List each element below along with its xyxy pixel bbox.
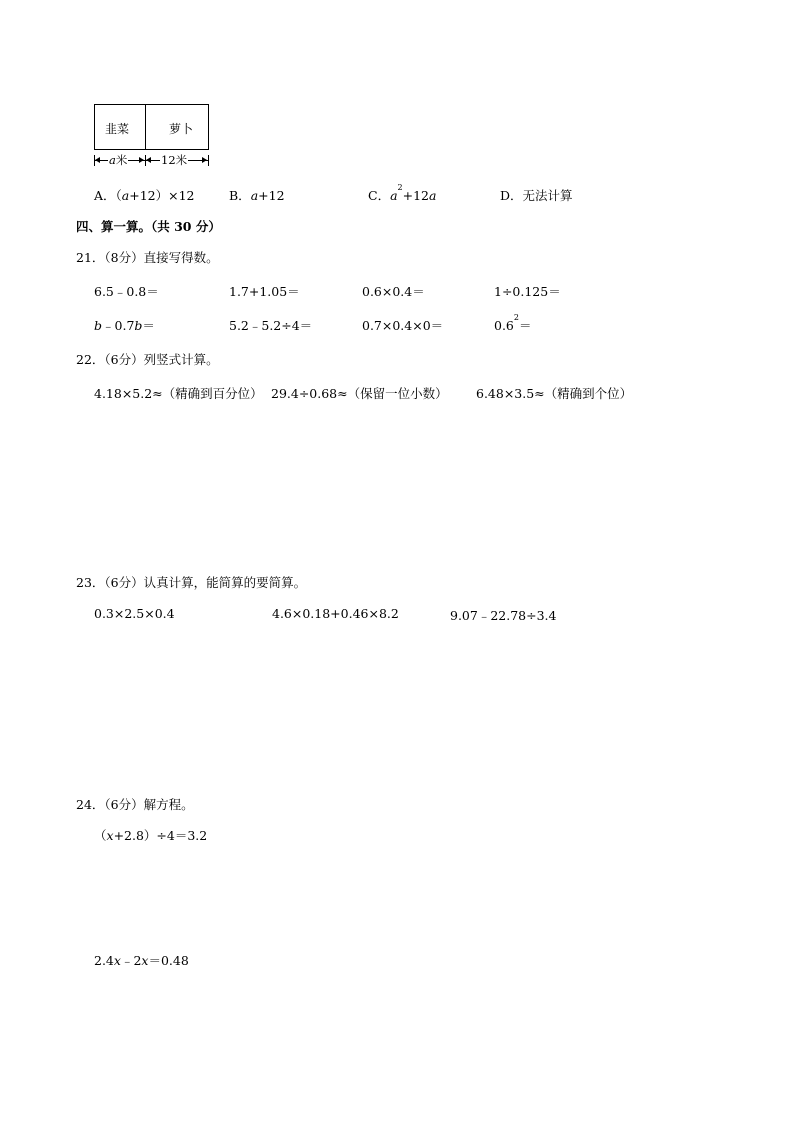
q22-item: 29.4÷0.68≈（保留一位小数）	[271, 386, 448, 401]
question-22-title: 22．（6分）列竖式计算。	[76, 352, 219, 367]
equation-1: （x+2.8）÷4＝3.2	[94, 828, 208, 843]
q22-item: 4.18×5.2≈（精确到百分位）	[94, 386, 263, 401]
arrow-right-icon	[202, 157, 207, 163]
option-d: D．无法计算	[500, 188, 573, 203]
q21-item: 0.7×0.4×0＝	[362, 318, 444, 333]
q23-item: 0.3×2.5×0.4	[94, 606, 175, 621]
q23-item: 4.6×0.18+0.46×8.2	[272, 606, 399, 621]
q21-item: $0.6^2=$	[494, 313, 532, 333]
option-b: B．a+12	[229, 188, 285, 203]
dim-right-label: 12米	[161, 153, 188, 167]
option-a: A．（a+12）×12	[94, 188, 195, 203]
q23-item: 9.07﹣22.78÷3.4	[450, 608, 557, 623]
arrow-right-icon	[139, 157, 144, 163]
q21-item: 5.2﹣5.2÷4＝	[229, 318, 313, 333]
question-21-title: 21．（8分）直接写得数。	[76, 250, 219, 265]
q22-item: 6.48×3.5≈（精确到个位）	[476, 386, 633, 401]
equation-2: 2.4x﹣2x＝0.48	[94, 953, 189, 968]
q21-item: 1.7+1.05＝	[229, 284, 300, 299]
question-24-title: 24．（6分）解方程。	[76, 797, 194, 812]
cell-right-label: 萝卜	[169, 122, 194, 136]
cell-left-label: 韭菜	[105, 122, 130, 136]
q21-item: 1÷0.125＝	[494, 284, 561, 299]
dim-tick-end	[208, 155, 209, 166]
arrow-left-icon	[95, 157, 100, 163]
vegetable-plot-figure	[94, 104, 212, 170]
q21-item: b﹣0.7b＝	[94, 318, 155, 333]
question-23-title: 23．（6分）认真计算，能简算的要简算。	[76, 575, 307, 590]
option-c: C．$a^2+12a$	[368, 183, 437, 203]
arrow-left-icon	[146, 157, 151, 163]
q21-item: 6.5﹣0.8＝	[94, 284, 159, 299]
dim-left-label: a米	[109, 153, 128, 167]
section-title: 四、算一算。（共 30 分）	[76, 219, 221, 234]
q21-item: 0.6×0.4＝	[362, 284, 425, 299]
